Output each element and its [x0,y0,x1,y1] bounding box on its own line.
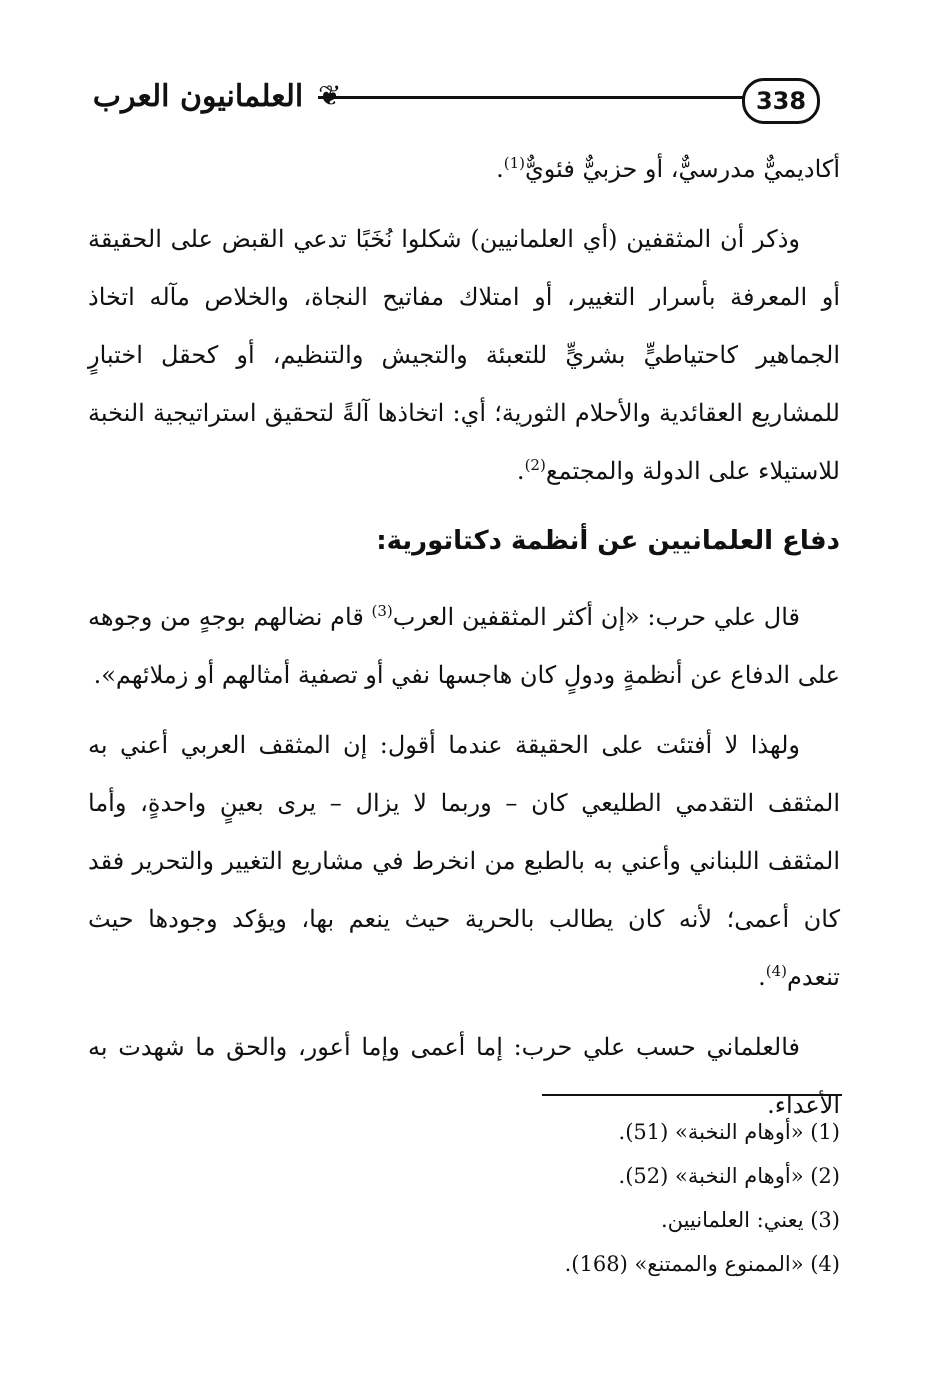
ornament-icon: ❦ [318,79,342,112]
book-title: العلمانيون العرب [92,79,304,114]
paragraph-2 [88,210,840,500]
paragraph-1 [88,140,840,198]
paragraph-2-end: . [516,457,525,485]
footnote-3: (3) يعني: العلمانيين. [660,1208,840,1232]
footnote-ref-1: (1) [503,154,525,172]
paragraph-1-end: . [496,155,504,183]
footnote-ref-2: (2) [524,456,546,474]
footnote-ref-4: (4) [765,962,788,980]
paragraph-5: فالعلماني حسب علي حرب: إما أعمى وإما أعور، والحق ما شهدت به الأعداء. [88,1033,840,1119]
footnotes [88,1110,840,1286]
section-heading: دفاع العلمانيين عن أنظمة دكتاتورية: [376,526,840,556]
paragraph-3-start: قال علي حرب: «إن أكثر المثقفين العرب [392,603,800,631]
main-text [88,140,840,1134]
paragraph-3 [88,588,840,704]
paragraph-4-end: . [758,963,766,991]
paragraph-2-text: وذكر أن المثقفين (أي العلمانيين) شكلوا نُخَبًا تدعي القبض على الحقيقة أو المعرفة بأسرار التغيير، أو امتلاك مفاتيح النجاة، والخلاص مآله اتخاذ الجماهير كاحتياطيٍّ بشريٍّ للتعبئة والتجيش والتنظيم، أو كحقل اختبارٍ للمشاريع العقائدية والأحلام الثورية؛ أي: اتخاذها آلةً لتحقيق استراتيجية النخبة للاستيلاء على الدولة والمجتمع [88,225,840,485]
page-number: 338 [742,78,820,124]
footnote-1: (1) «أوهام النخبة» (51). [618,1120,840,1144]
running-header [78,64,848,132]
paragraph-4-text: ولهذا لا أفتئت على الحقيقة عندما أقول: إن المثقف العربي أعني به المثقف التقدمي الطليعي كان – وربما لا يزال – يرى بعينٍ واحدةٍ، وأما المثقف اللبناني وأعني به بالطبع من انخرط في مشاريع التغيير والتحرير فقد كان أعمى؛ لأنه كان يطالب بالحرية حيث ينعم بها، ويؤكد وجودها حيث تنعدم [88,731,840,991]
header-rule [318,96,748,99]
footnote-ref-3: (3) [371,602,393,620]
paragraph-3-end: قام نضالهم بوجهٍ من وجوهه على الدفاع عن أنظمةٍ ودولٍ كان هاجسها نفي أو تصفية أمثالهم أو زملائهم». [88,603,840,689]
footnote-4: (4) «الممنوع والممتنع» (168). [564,1252,840,1276]
footnote-rule [542,1094,842,1096]
paragraph-1-text: أكاديميٌّ مدرسيٌّ، أو حزبيٌّ فئويٌّ [525,155,840,183]
footnote-2: (2) «أوهام النخبة» (52). [618,1164,840,1188]
paragraph-4 [88,716,840,1006]
